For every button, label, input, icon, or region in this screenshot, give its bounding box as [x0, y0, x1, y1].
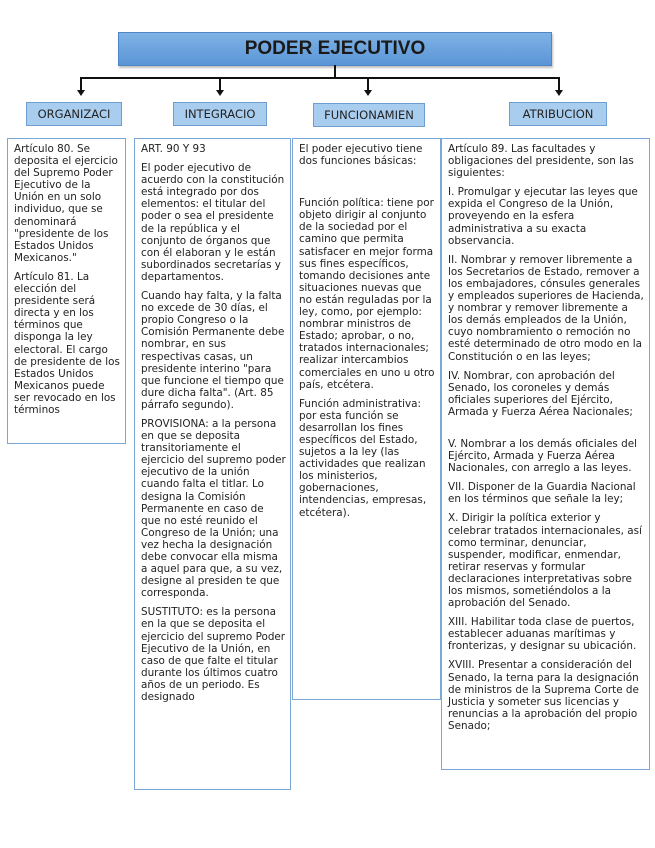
- funcionamiento-politica: Función política: tiene por objeto dirigir al conjunto de la sociedad por el camino que permita satisfacer en mejor forma sus fines específicos, tomando decisiones ante situaciones nuevas que no están reguladas por la ley, como, por ejemplo: nombrar ministros de Estado; aprobar, o no, tratados internacionales; realizar intercambios comerciales en uno u otro país, etcétera.: [299, 197, 435, 391]
- arrow-funcionamiento: [364, 90, 372, 96]
- organizacion-column: [7, 138, 126, 444]
- organizacion-article-80: Artículo 80. Se deposita el ejercicio del Supremo Poder Ejecutivo de la Unión en un solo individuo, que se denominará "presidente de los Estados Unidos Mexicanos.": [14, 143, 118, 264]
- atribuciones-fraccion-iv: IV. Nombrar, con aprobación del Senado, los coroneles y demás oficiales superiores del Ejército, Armada y Fuerza Aérea Nacionales;: [448, 369, 633, 418]
- header-funcionamiento: FUNCIONAMIEN: [313, 103, 425, 127]
- drop-line-funcionamiento: [367, 77, 369, 91]
- arrow-organizacion: [77, 90, 85, 96]
- header-atribuciones: ATRIBUCION: [509, 102, 607, 126]
- header-organizacion: ORGANIZACI: [26, 102, 122, 126]
- funcionamiento-administrativa: Función administrativa: por esta función se desarrollan los fines específicos del Estado, sujetos a la ley (las actividades que realizan los ministerios, gobernaciones, intendencias, empresas, etcétera).: [299, 397, 427, 519]
- drop-line-organizacion: [80, 77, 82, 91]
- atribuciones-fraccion-ii: II. Nombrar y remover libremente a los Secretarios de Estado, remover a los embajadores, cónsules generales y empleados superiores de Hacienda, y nombrar y remover libremente a los demás empleados de la Unión, cuyo nombramiento o remoción no esté determinado de otro modo en la Constitución o en las leyes;: [448, 253, 644, 363]
- atribuciones-fraccion-vii: VII. Disponer de la Guardia Nacional en los términos que señale la ley;: [448, 481, 636, 506]
- drop-line-atribuciones: [558, 77, 560, 91]
- funcionamiento-column: [292, 138, 441, 700]
- atribuciones-fraccion-xviii: XVIII. Presentar a consideración del Senado, la terna para la designación de ministros de la Suprema Corte de Justicia y someter sus licencias y renuncias a la aprobación del propio Senado;: [448, 659, 639, 732]
- header-integracion: INTEGRACIO: [173, 102, 267, 126]
- organizacion-article-81: Artículo 81. La elección del presidente será directa y en los términos que disponga la ley electoral. El cargo de presidente de los Estados Unidos Mexicanos puede ser revocado en los términos: [14, 270, 120, 416]
- arrow-integracion: [216, 90, 224, 96]
- branch-line: [80, 77, 560, 79]
- arrow-atribuciones: [555, 90, 563, 96]
- drop-line-integracion: [219, 77, 221, 91]
- integracion-provisional: PROVISIONA: a la persona en que se deposita transitoriamente el ejercicio del supremo poder ejecutivo de la unión cuando falta el titlar. Lo designa la Comisión Permanente en caso de que no esté reunido el Congreso de la Unión; una vez hecha la designación debe convocar ella misma a aquel para que, a su vez, designe al presiden te que corresponda.: [141, 417, 286, 600]
- atribuciones-fraccion-xiii: XIII. Habilitar toda clase de puertos, establecer aduanas marítimas y fronterizas, y designar su ubicación.: [448, 616, 637, 653]
- funcionamiento-intro: El poder ejecutivo tiene dos funciones básicas:: [299, 143, 423, 168]
- atribuciones-fraccion-i: I. Promulgar y ejecutar las leyes que expida el Congreso de la Unión, proveyendo en la esfera administrativa a su exacta observancia.: [448, 186, 638, 247]
- integracion-column: [134, 138, 291, 790]
- integracion-articles: ART. 90 Y 93: [141, 143, 206, 155]
- atribuciones-article-89: Artículo 89. Las facultades y obligaciones del presidente, son las siguientes:: [448, 143, 634, 180]
- diagram-title: PODER EJECUTIVO: [118, 32, 552, 66]
- atribuciones-fraccion-x: X. Dirigir la política exterior y celebrar tratados internacionales, así como terminar, denunciar, suspender, modificar, enmendar, retirar reservas y formular declaraciones interpretativas sobre los mismos, sometiéndolos a la aprobación del Senado.: [448, 512, 642, 610]
- atribuciones-column: [441, 138, 650, 770]
- integracion-interino: Cuando hay falta, y la falta no excede de 30 días, el propio Congreso o la Comisión Permanente debe nombrar, en sus respectivas casas, un presidente interino "para que funcione el tiempo que dure dicha falta". (Art. 85 párrafo segundo).: [141, 290, 285, 411]
- integracion-elements: El poder ejecutivo de acuerdo con la constitución está integrado por dos elementos: el titular del poder o sea el presidente de la república y el conjunto de órganos que con él elaboran y le están subordinados secretarías y departamentos.: [141, 162, 285, 283]
- integracion-sustituto: SUSTITUTO: es la persona en la que se deposita el ejercicio del supremo Poder Ejecutivo de la Unión, en caso de que falte el titular durante los últimos cuatro años de un periodo. Es designado: [141, 606, 286, 704]
- atribuciones-fraccion-v: V. Nombrar a los demás oficiales del Ejército, Armada y Fuerza Aérea Nacionales, con arreglo a las leyes.: [448, 437, 637, 475]
